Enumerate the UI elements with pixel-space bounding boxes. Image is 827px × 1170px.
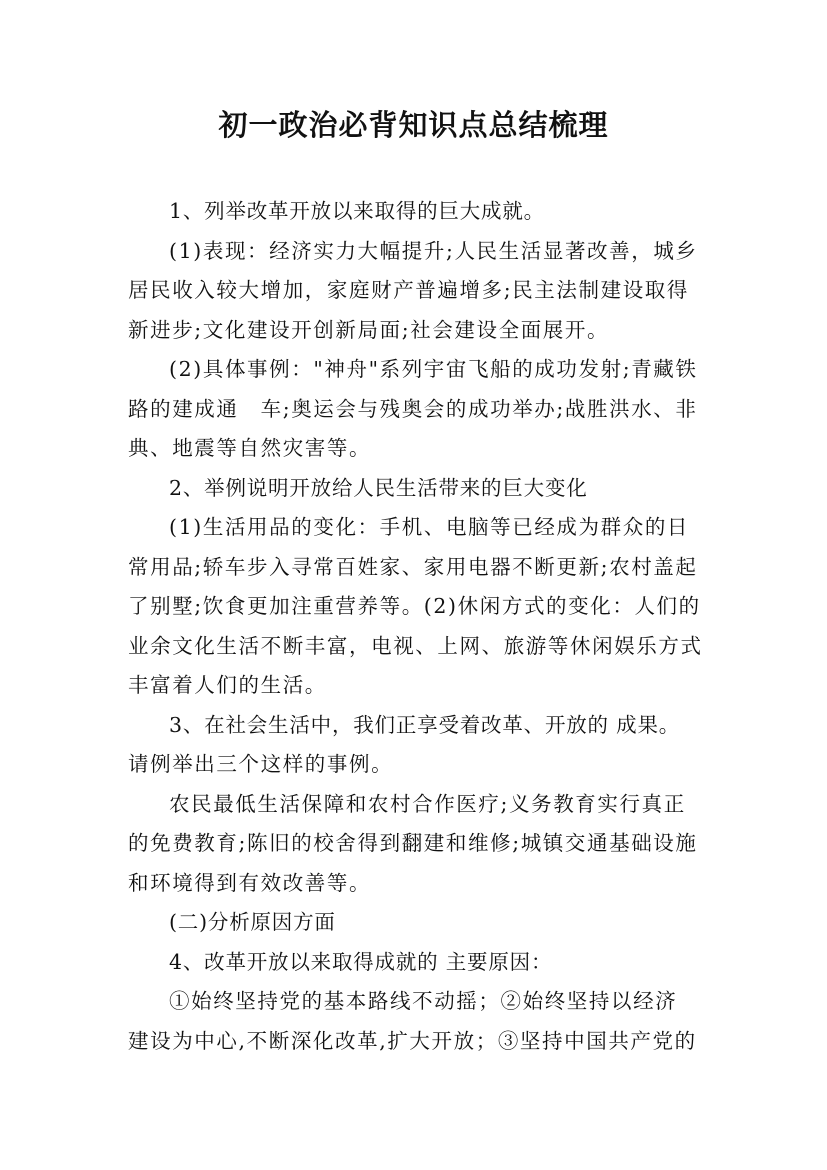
paragraph-line: 业余文化生活不断丰富，电视、上网、旅游等休闲娱乐方式 bbox=[128, 633, 703, 658]
paragraph-line: 的免费教育;陈旧的校舍得到翻建和维修;城镇交通基础设施 bbox=[128, 831, 698, 855]
paragraph-line: 路的建成通 车;奥运会与残奥会的成功举办;战胜洪水、非 bbox=[128, 396, 698, 421]
section-heading: 1、列举改革开放以来取得的巨大成就。 bbox=[169, 199, 545, 223]
section-heading: 4、改革开放以来取得成就的 主要原因： bbox=[169, 949, 553, 974]
document-title: 初一政治必背知识点总结梳理 bbox=[218, 108, 609, 142]
paragraph-line: 新进步;文化建设开创新局面;社会建设全面展开。 bbox=[128, 317, 610, 342]
paragraph-line: 了别墅;饮食更加注重营养等。(2)休闲方式的变化：人们的 bbox=[128, 594, 701, 618]
paragraph-line: 和环境得到有效改善等。 bbox=[128, 870, 372, 895]
paragraph-line: 居民收入较大增加，家庭财产普遍增多;民主法制建设取得 bbox=[128, 278, 690, 302]
paragraph-line: 建设为中心,不断深化改革,扩大开放；③坚持中国共产党的 bbox=[128, 1028, 697, 1053]
paragraph-line: 典、地震等自然灾害等。 bbox=[128, 436, 372, 460]
paragraph-line: (1)表现：经济实力大幅提升;人民生活显著改善，城乡 bbox=[169, 238, 698, 263]
paragraph-line: (2)具体事例："神舟"系列宇宙飞船的成功发射;青藏铁 bbox=[169, 357, 698, 381]
paragraph-line: 请例举出三个这样的事例。 bbox=[128, 752, 394, 776]
paragraph-line: 常用品;轿车步入寻常百姓家、家用电器不断更新;农村盖起 bbox=[128, 554, 698, 579]
paragraph-line: 丰富着人们的生活。 bbox=[128, 673, 327, 697]
section-heading: 3、在社会生活中，我们正享受着改革、开放的 成果。 bbox=[169, 712, 681, 737]
section-heading: (二)分析原因方面 bbox=[169, 910, 336, 934]
paragraph-line: ①始终坚持党的基本路线不动摇；②始终坚持以经济 bbox=[169, 989, 678, 1013]
paragraph-line: (1)生活用品的变化：手机、电脑等已经成为群众的日 bbox=[169, 515, 690, 539]
document-body bbox=[128, 192, 708, 1061]
section-heading: 2、举例说明开放给人民生活带来的巨大变化 bbox=[169, 475, 588, 500]
paragraph-line: 农民最低生活保障和农村合作医疗;义务教育实行真正 bbox=[169, 791, 686, 816]
